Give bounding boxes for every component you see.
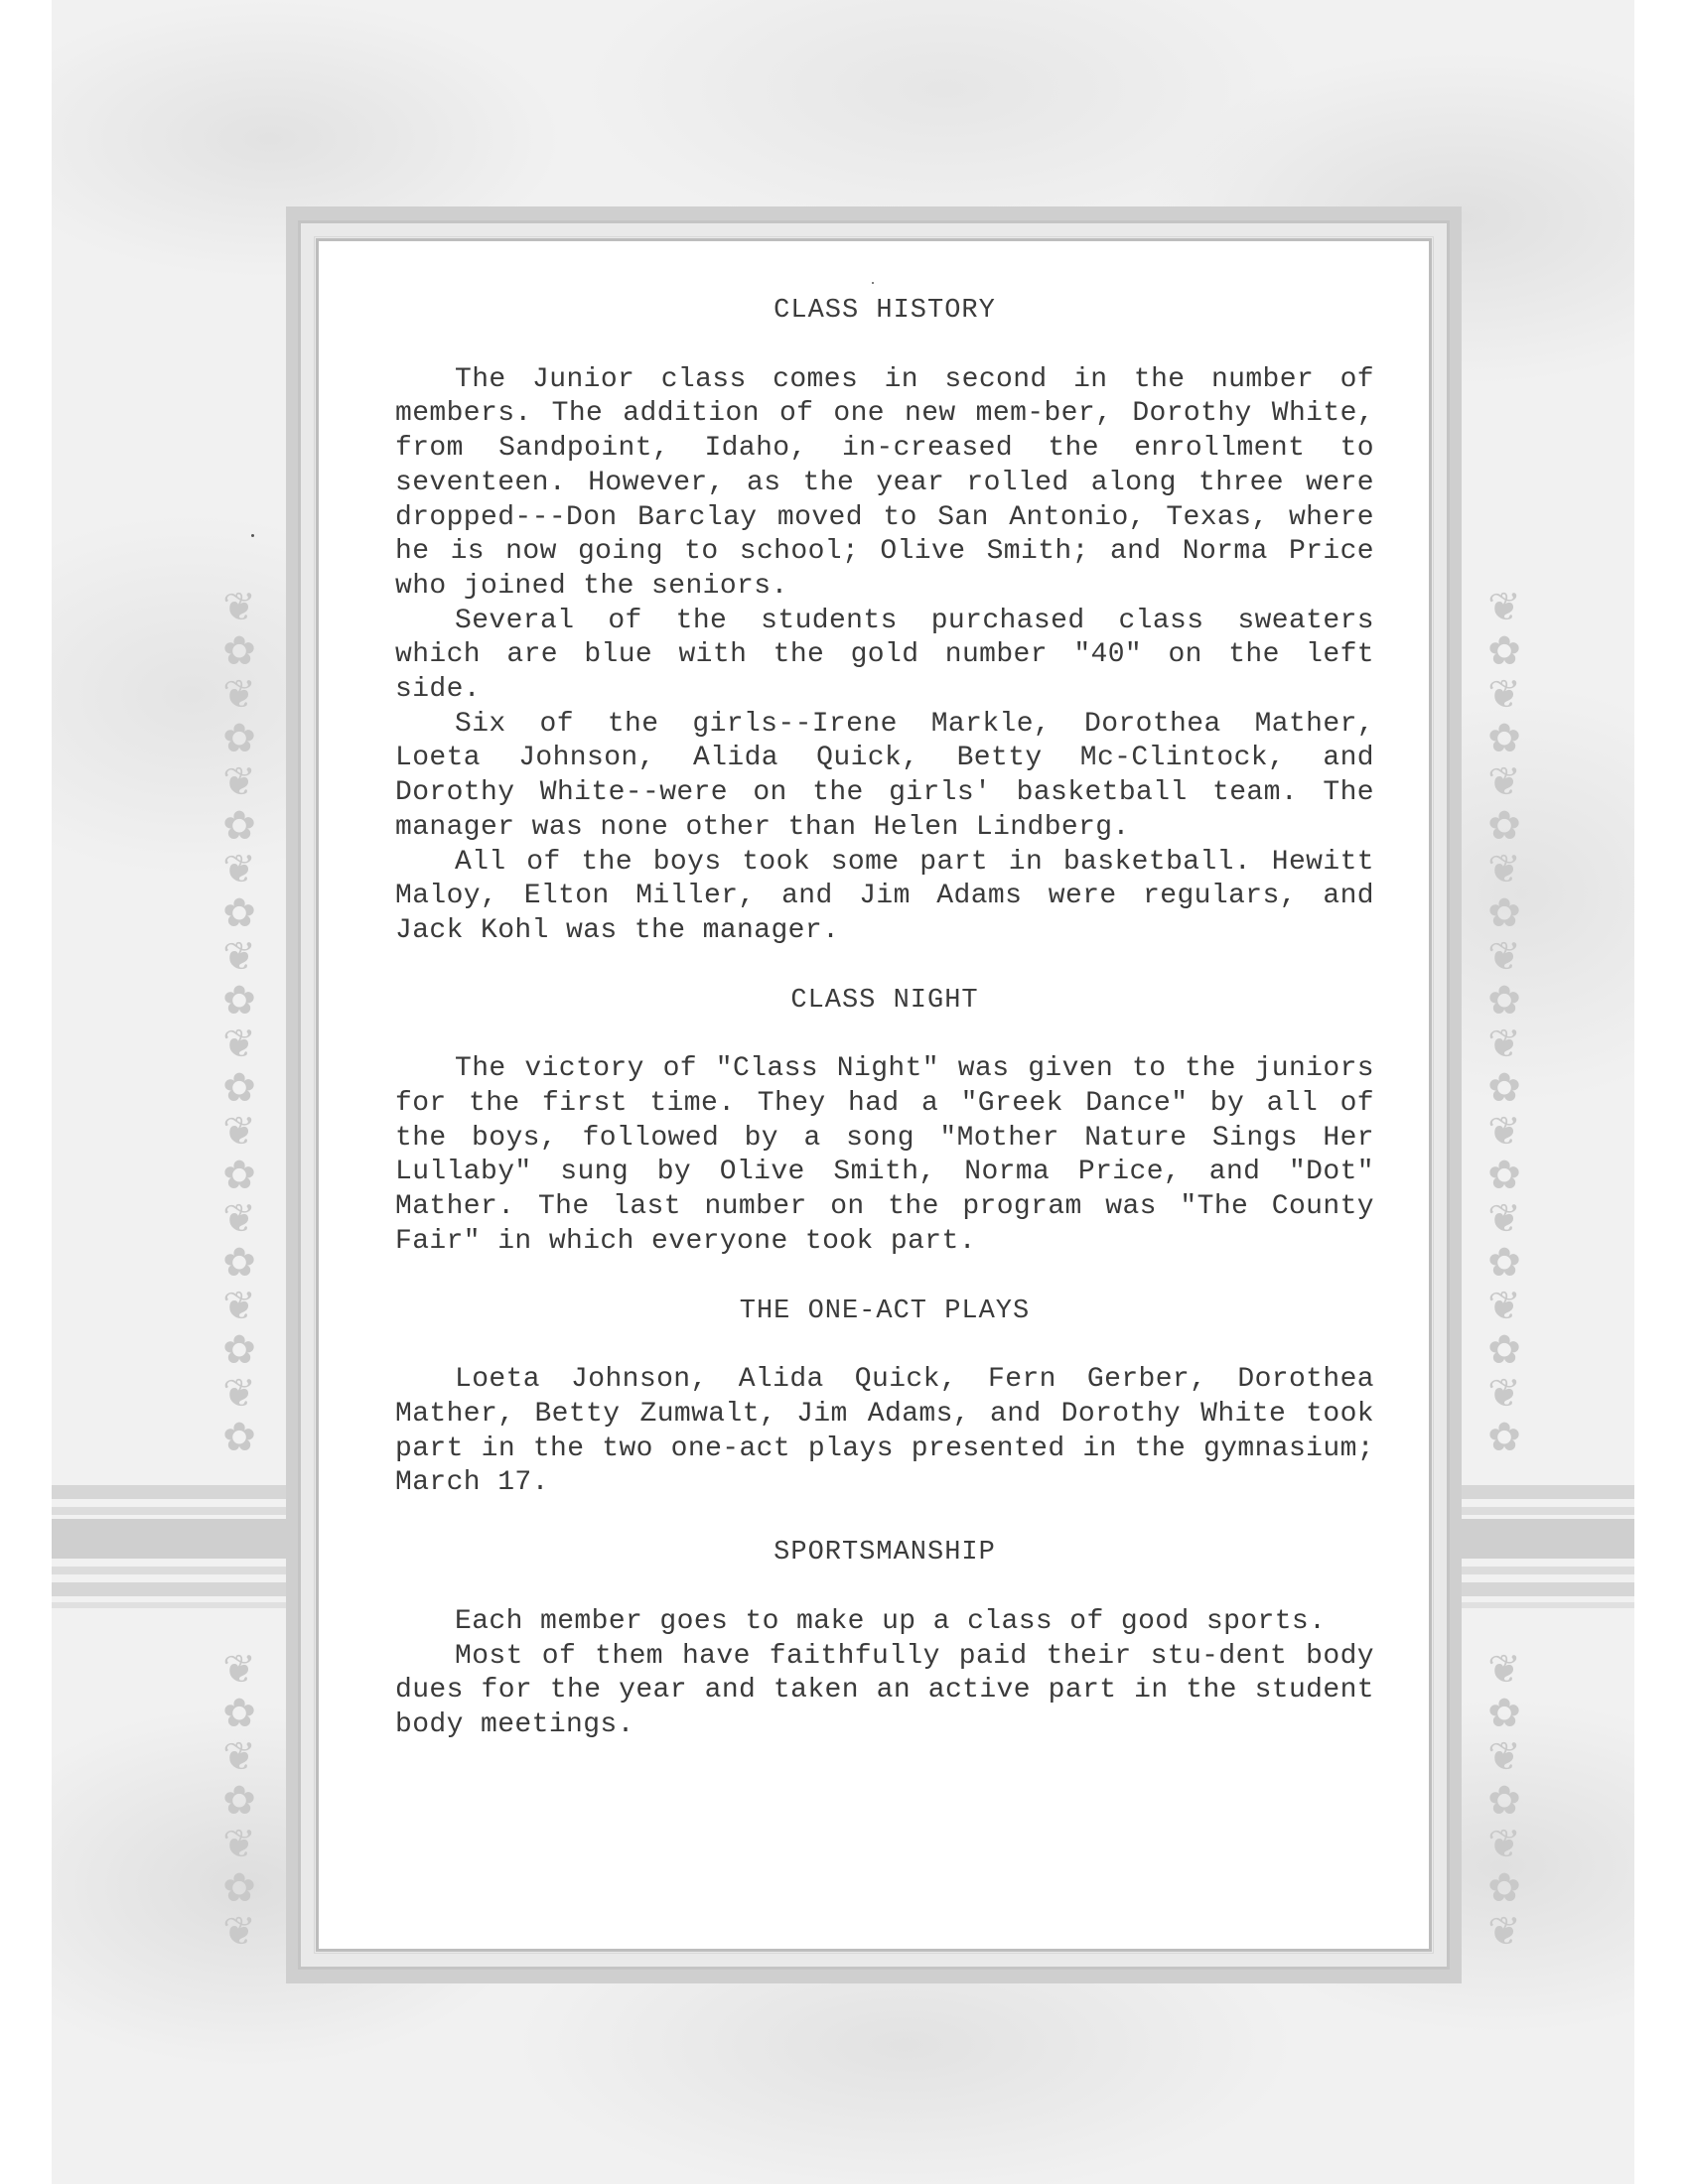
leaf-vine-icon: ❦ ✿ ❦ ✿ ❦ ✿ ❦ ✿ ❦ ✿ ❦ ✿ ❦ ✿ ❦ ✿ ❦ ✿ ❦ ✿: [1487, 586, 1521, 1459]
section-heading-class-night: CLASS NIGHT: [790, 985, 979, 1016]
paragraph: Loeta Johnson, Alida Quick, Fern Gerber, Dorothea Mather, Betty Zumwalt, Jim Adams, and Dorothy White took part in the two one-act plays presented in the gymnasium; March 17.: [395, 1364, 1374, 1499]
paragraph: The victory of "Class Night" was given to the juniors for the first time. They had a "Greek Dance" by all of the boys, followed by a song "Mother Nature Sings Her Lullaby" sung by Olive Smith, Norma Price, and "Dot" Mather. The last number on the program was "The County Fair" in which everyone took part.: [395, 1053, 1374, 1257]
leaf-vine-icon: ❦ ✿ ❦ ✿ ❦ ✿ ❦ ✿ ❦ ✿ ❦ ✿ ❦ ✿ ❦ ✿ ❦ ✿ ❦ ✿: [222, 586, 256, 1459]
leaf-vine-icon: ❦ ✿ ❦ ✿ ❦ ✿ ❦: [1487, 1648, 1521, 1946]
paragraph: Six of the girls--Irene Markle, Dorothea Mather, Loeta Johnson, Alida Quick, Betty Mc-Clintock, and Dorothy White--were on the girls' basketball team. The manager was none other than Helen Lindberg.: [395, 708, 1374, 843]
paragraph: All of the boys took some part in basketball. Hewitt Maloy, Elton Miller, and Jim Adams were regulars, and Jack Kohl was the manager.: [395, 846, 1374, 946]
paragraph: The Junior class comes in second in the number of members. The addition of one new mem-ber, Dorothy White, from Sandpoint, Idaho, in-creased the enrollment to seventeen. However, as the year rolled along three were dropped---Don Barclay moved to San Antonio, Texas, where he is now going to school; Olive Smith; and Norma Price who joined the seniors.: [395, 363, 1374, 602]
paper-speck: [251, 534, 254, 537]
section-heading-class-history: CLASS HISTORY: [774, 296, 996, 326]
section-heading-sportsmanship: SPORTSMANSHIP: [774, 1538, 996, 1569]
paragraph: Most of them have faithfully paid their stu-dent body dues for the year and taken an active part in the student body meetings.: [395, 1640, 1374, 1740]
leaf-vine-icon: ❦ ✿ ❦ ✿ ❦ ✿ ❦: [222, 1648, 256, 1946]
document-body: [395, 294, 1374, 1743]
paragraph: Several of the students purchased class sweaters which are blue with the gold number "40" on the left side.: [395, 605, 1374, 706]
paragraph: Each member goes to make up a class of good sports.: [455, 1605, 1327, 1637]
section-heading-one-act-plays: THE ONE-ACT PLAYS: [739, 1296, 1031, 1326]
paper-speck: [872, 282, 874, 284]
